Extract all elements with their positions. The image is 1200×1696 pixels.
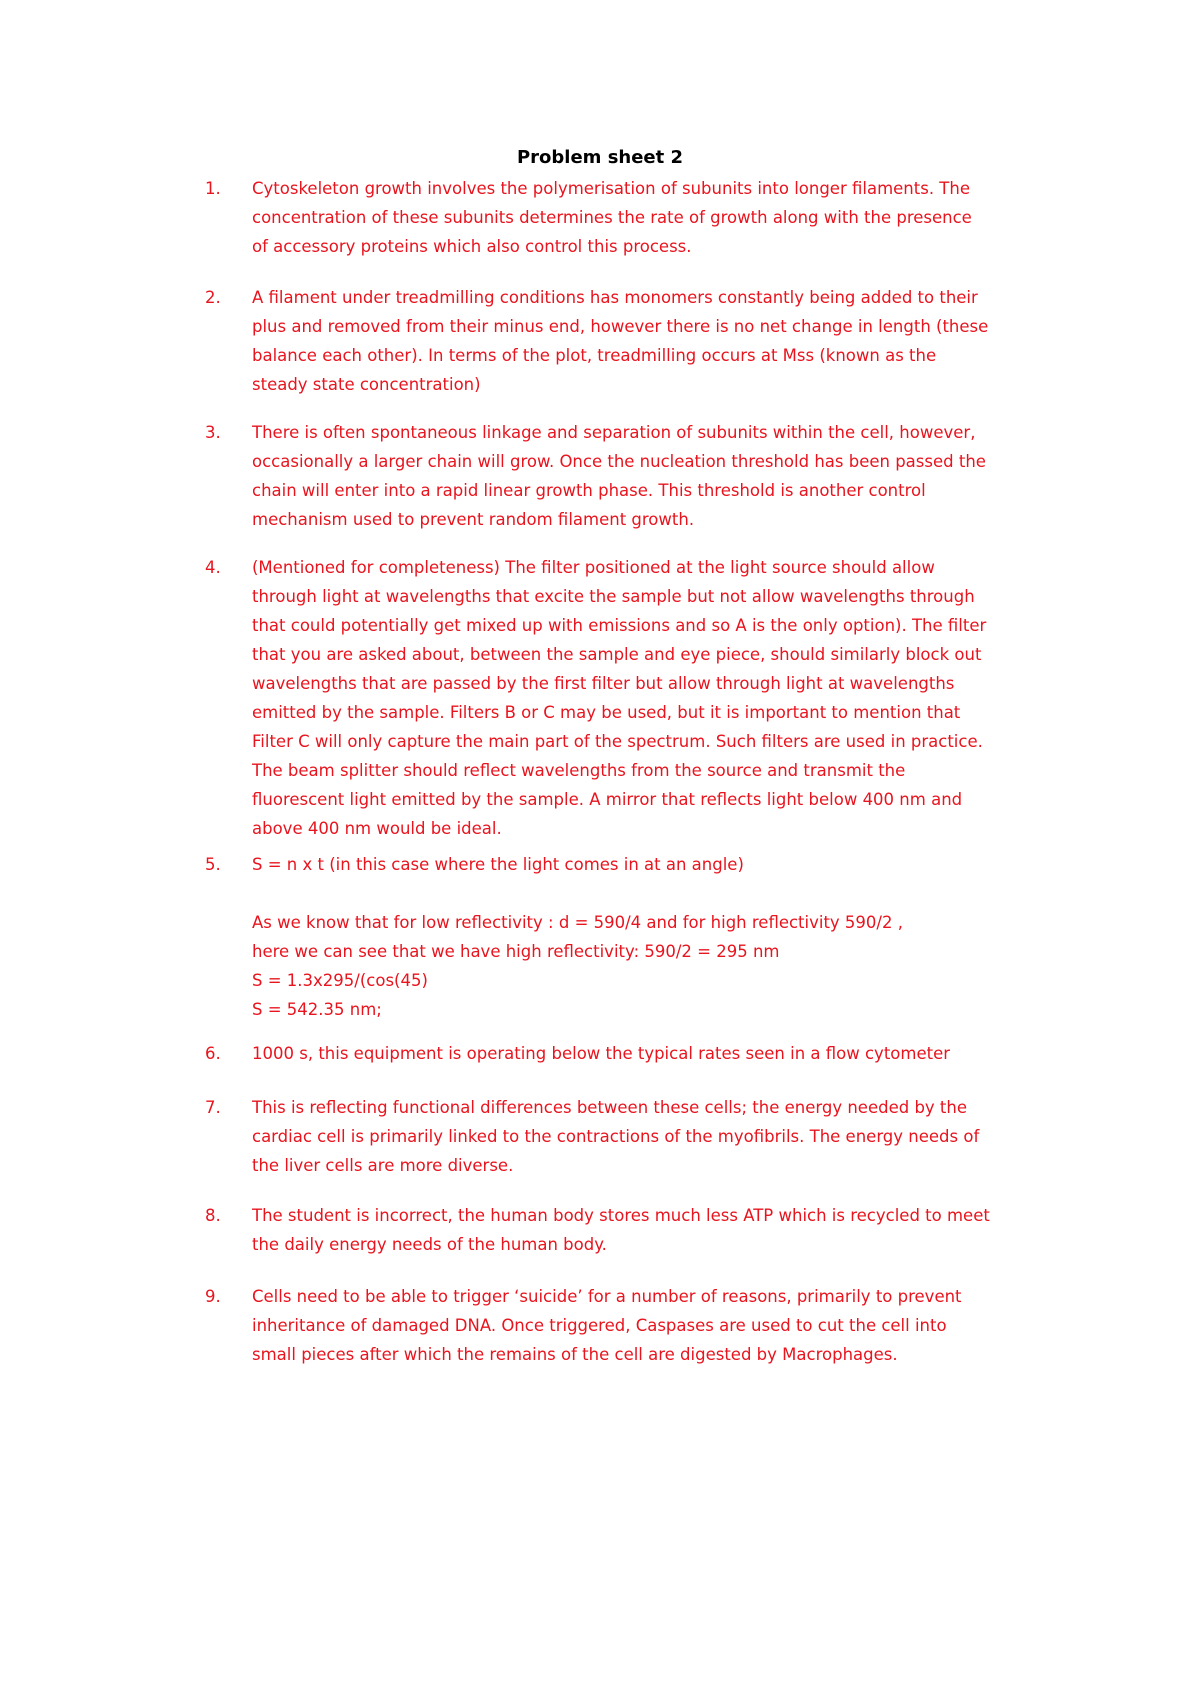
answer-line: S = 542.35 nm; (252, 1000, 382, 1019)
answer-number: 4. (205, 558, 221, 577)
blank-line (252, 879, 1065, 908)
answer-number: 6. (205, 1044, 221, 1063)
answer-line: the daily energy needs of the human body. (252, 1235, 607, 1254)
answer-number: 3. (205, 423, 221, 442)
answer-text (252, 850, 1065, 1024)
answer-item-9 (205, 1282, 1065, 1369)
answer-line: of accessory proteins which also control this process. (252, 237, 692, 256)
answer-line: 1000 s, this equipment is operating below the typical rates seen in a flow cytometer (252, 1044, 951, 1063)
answer-text (252, 1201, 1065, 1259)
answer-line: that you are asked about, between the sample and eye piece, should similarly block out (252, 645, 982, 664)
answer-line: There is often spontaneous linkage and separation of subunits within the cell, however, (252, 423, 976, 442)
answer-number: 5. (205, 855, 221, 874)
answer-line: The beam splitter should reflect wavelengths from the source and transmit the (252, 761, 906, 780)
answer-line: Cytoskeleton growth involves the polymerisation of subunits into longer filaments. The (252, 179, 970, 198)
answer-line: A filament under treadmilling conditions has monomers constantly being added to their (252, 288, 978, 307)
answer-line: the liver cells are more diverse. (252, 1156, 514, 1175)
answer-text (252, 174, 1065, 261)
answer-line: balance each other). In terms of the plot, treadmilling occurs at Mss (known as the (252, 346, 937, 365)
answer-line: S = n x t (in this case where the light comes in at an angle) (252, 855, 744, 874)
answer-number: 7. (205, 1098, 221, 1117)
answer-line: Cells need to be able to trigger ‘suicide’ for a number of reasons, primarily to prevent (252, 1287, 962, 1306)
answer-line: chain will enter into a rapid linear growth phase. This threshold is another control (252, 481, 926, 500)
answer-item-2 (205, 283, 1065, 399)
answer-line: (Mentioned for completeness) The filter positioned at the light source should allow (252, 558, 935, 577)
answer-number: 2. (205, 288, 221, 307)
answer-item-4 (205, 553, 1065, 843)
answer-line: emitted by the sample. Filters B or C may be used, but it is important to mention that (252, 703, 961, 722)
answer-line: occasionally a larger chain will grow. Once the nucleation threshold has been passed the (252, 452, 986, 471)
answer-item-1 (205, 174, 1065, 261)
answer-line: mechanism used to prevent random filament growth. (252, 510, 695, 529)
answer-text (252, 1282, 1065, 1369)
answer-line: through light at wavelengths that excite the sample but not allow wavelengths through (252, 587, 975, 606)
answer-line: Filter C will only capture the main part of the spectrum. Such filters are used in practice. (252, 732, 983, 751)
answer-item-7 (205, 1093, 1065, 1180)
answer-text (252, 1039, 1065, 1068)
answer-line: steady state concentration) (252, 375, 481, 394)
answer-item-6 (205, 1039, 1065, 1068)
answer-item-5 (205, 850, 1065, 1024)
answer-line: small pieces after which the remains of the cell are digested by Macrophages. (252, 1345, 898, 1364)
page-title: Problem sheet 2 (516, 147, 684, 168)
answer-text (252, 283, 1065, 399)
answer-item-3 (205, 418, 1065, 534)
answer-line: cardiac cell is primarily linked to the contractions of the myofibrils. The energy needs of (252, 1127, 980, 1146)
answer-line: wavelengths that are passed by the first filter but allow through light at wavelengths (252, 674, 955, 693)
answer-text (252, 418, 1065, 534)
answer-item-8 (205, 1201, 1065, 1259)
answer-text (252, 553, 1065, 843)
answer-line: fluorescent light emitted by the sample. A mirror that reflects light below 400 nm and (252, 790, 963, 809)
answer-line: S = 1.3x295/(cos(45) (252, 971, 428, 990)
answer-line: As we know that for low reflectivity : d = 590/4 and for high reflectivity 590/2 , (252, 913, 903, 932)
answer-line: This is reflecting functional differences between these cells; the energy needed by the (252, 1098, 968, 1117)
answer-line: that could potentially get mixed up with emissions and so A is the only option). The filter (252, 616, 987, 635)
answer-number: 8. (205, 1206, 221, 1225)
answer-line: plus and removed from their minus end, however there is no net change in length (these (252, 317, 989, 336)
answer-line: here we can see that we have high reflectivity: 590/2 = 295 nm (252, 942, 780, 961)
answer-line: above 400 nm would be ideal. (252, 819, 502, 838)
answer-number: 9. (205, 1287, 221, 1306)
answer-line: The student is incorrect, the human body stores much less ATP which is recycled to meet (252, 1206, 990, 1225)
answer-number: 1. (205, 179, 221, 198)
answer-line: inheritance of damaged DNA. Once triggered, Caspases are used to cut the cell into (252, 1316, 947, 1335)
answer-line: concentration of these subunits determines the rate of growth along with the presence (252, 208, 972, 227)
answer-text (252, 1093, 1065, 1180)
